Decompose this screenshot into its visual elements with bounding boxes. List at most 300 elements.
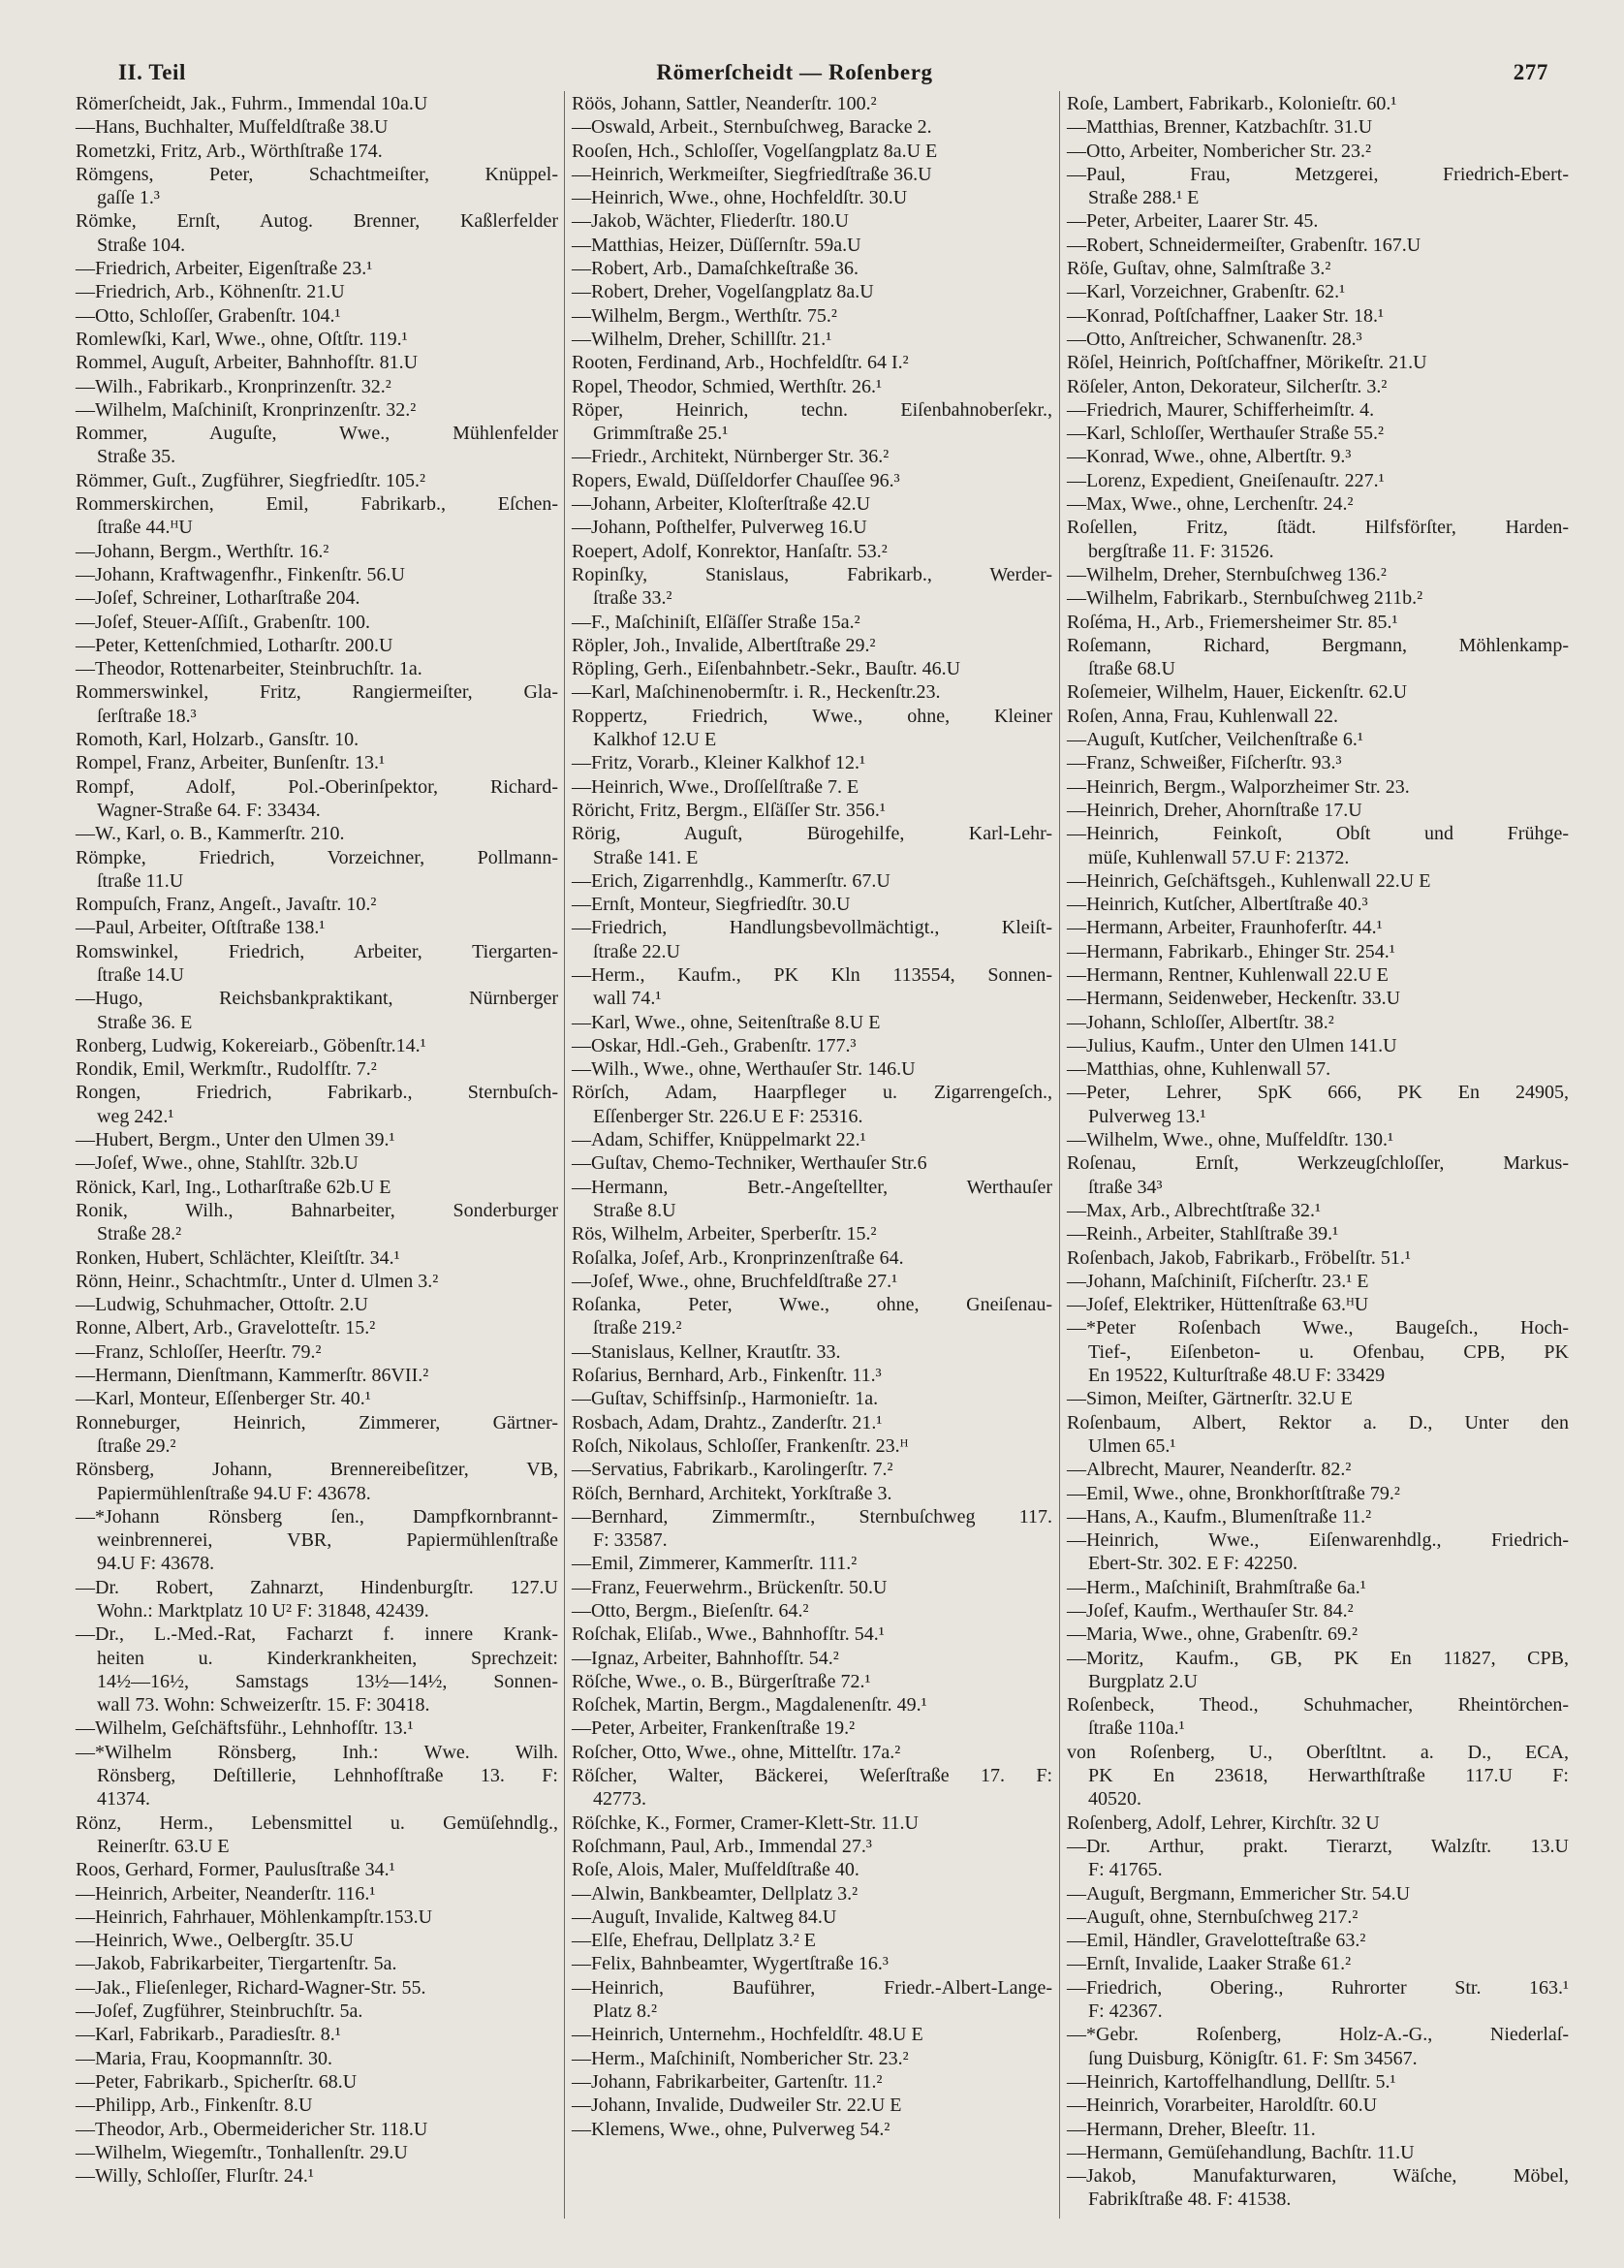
entry-continuation-line: weg 242.¹ bbox=[97, 1105, 174, 1127]
entry-line: —Klemens, Wwe., ohne, Pulverweg 54.² bbox=[572, 2118, 890, 2140]
entry-continuation-line: ſtraße 33.² bbox=[593, 587, 672, 610]
entry-line: —Wilh., Fabrikarb., Kronprinzenſtr. 32.² bbox=[76, 375, 391, 397]
entry-line: —Hermann, Dreher, Bleeſtr. 11. bbox=[1067, 2118, 1316, 2140]
running-head: Römerſcheidt — Roſenberg bbox=[656, 60, 933, 84]
directory-entry bbox=[1067, 634, 1569, 681]
entry-line: Roſen, Anna, Frau, Kuhlenwall 22. bbox=[1067, 705, 1338, 727]
directory-entry bbox=[76, 492, 558, 540]
directory-entry bbox=[572, 1482, 1052, 1505]
directory-entry bbox=[1067, 1741, 1569, 1811]
entry-line: —Erich, Zigarrenhdlg., Kammerſtr. 67.U bbox=[572, 869, 890, 892]
entry-line: —Wilhelm, Bergm., Werthſtr. 75.² bbox=[572, 304, 837, 327]
entry-continuation-line: ſtraße 11.U bbox=[97, 869, 184, 892]
directory-entry bbox=[572, 1647, 1052, 1670]
entry-line: —Paul, Arbeiter, Oſtſtraße 138.¹ bbox=[76, 917, 326, 939]
directory-entry bbox=[76, 351, 558, 374]
directory-entry bbox=[1067, 115, 1569, 139]
directory-entry bbox=[572, 775, 1052, 799]
entry-line: —Otto, Anſtreicher, Schwanenſtr. 28.³ bbox=[1067, 328, 1362, 350]
entry-line: Römmer, Guſt., Zugführer, Siegfriedſtr. 105.² bbox=[76, 469, 425, 491]
entry-line: —Joſef, Wwe., ohne, Bruchfeldſtraße 27.¹ bbox=[572, 1270, 898, 1292]
entry-continuation-line: ſtraße 68.U bbox=[1088, 658, 1175, 680]
directory-entry bbox=[1067, 375, 1569, 398]
entry-line: Rompel, Franz, Arbeiter, Bunſenſtr. 13.¹ bbox=[76, 752, 386, 774]
entry-line: —Herm., Kaufm., PK Kln 113554, Sonnen- bbox=[572, 963, 1052, 986]
directory-entry bbox=[76, 1717, 558, 1740]
directory-entry bbox=[76, 846, 558, 894]
directory-entry bbox=[1067, 563, 1569, 586]
directory-entry bbox=[1067, 1647, 1569, 1694]
directory-entry bbox=[572, 115, 1052, 139]
directory-entry bbox=[572, 1693, 1052, 1717]
directory-entry bbox=[76, 1057, 558, 1081]
entry-line: —W., Karl, o. B., Kammerſtr. 210. bbox=[76, 823, 345, 845]
directory-entry bbox=[572, 1128, 1052, 1151]
entry-line: Rompuſch, Franz, Angeſt., Javaſtr. 10.² bbox=[76, 894, 377, 916]
entry-continuation-line: Reinerſtr. 63.U E bbox=[97, 1835, 230, 1857]
entry-line: Rooſen, Hch., Schloſſer, Vogelſangplatz 8a.U E bbox=[572, 140, 938, 162]
directory-entry bbox=[1067, 1270, 1569, 1293]
entry-continuation-line: F: 42367. bbox=[1088, 2000, 1163, 2023]
directory-entry bbox=[76, 1929, 558, 1952]
directory-entry bbox=[572, 1505, 1052, 1553]
directory-entry bbox=[1067, 1952, 1569, 1975]
directory-entry bbox=[572, 280, 1052, 303]
directory-entry bbox=[76, 1952, 558, 1975]
directory-entry bbox=[76, 2000, 558, 2023]
entry-line: —Wilhelm, Geſchäftsführ., Lehnhofſtr. 13.¹ bbox=[76, 1717, 414, 1740]
entry-line: Roſenbeck, Theod., Schuhmacher, Rheintörchen- bbox=[1067, 1694, 1569, 1717]
entry-line: —Joſef, Schreiner, Lotharſtraße 204. bbox=[76, 587, 360, 610]
directory-entry bbox=[1067, 398, 1569, 422]
entry-line: —Hermann, Dienſtmann, Kammerſtr. 86VII.² bbox=[76, 1365, 429, 1387]
directory-entry bbox=[76, 1858, 558, 1881]
directory-entry bbox=[1067, 328, 1569, 351]
entry-line: Rommer, Auguſte, Wwe., Mühlenfelder bbox=[76, 423, 558, 445]
directory-entry bbox=[1067, 680, 1569, 704]
directory-entry bbox=[572, 1552, 1052, 1575]
entry-line: —Franz, Feuerwehrm., Brückenſtr. 50.U bbox=[572, 1576, 888, 1598]
entry-line: —Jak., Flieſenleger, Richard-Wagner-Str. 55. bbox=[76, 1976, 426, 1999]
entry-continuation-line: PK En 23618, Herwarthſtraße 117.U F: bbox=[1088, 1765, 1569, 1787]
entry-line: Rosbach, Adam, Drahtz., Zanderſtr. 21.¹ bbox=[572, 1411, 883, 1433]
entry-line: Rönn, Heinr., Schachtmſtr., Unter d. Ulmen 3.² bbox=[76, 1270, 439, 1292]
entry-line: —Robert, Dreher, Vogelſangplatz 8a.U bbox=[572, 281, 874, 303]
directory-entry bbox=[1067, 280, 1569, 303]
entry-line: —Friedr., Architekt, Nürnberger Str. 36.² bbox=[572, 446, 890, 468]
directory-entry bbox=[76, 1364, 558, 1387]
entry-continuation-line: Platz 8.² bbox=[593, 2000, 657, 2023]
directory-entry bbox=[572, 1176, 1052, 1223]
entry-line: —Karl, Maſchinenobermſtr. i. R., Heckenſtr.23. bbox=[572, 681, 941, 704]
directory-entry bbox=[1067, 940, 1569, 963]
entry-line: —Guſtav, Chemo-Techniker, Werthauſer Str.6 bbox=[572, 1152, 927, 1175]
entry-continuation-line: 94.U F: 43678. bbox=[97, 1553, 215, 1575]
directory-entry bbox=[572, 351, 1052, 374]
directory-entry bbox=[1067, 1293, 1569, 1316]
entry-line: Röſcher, Walter, Bäckerei, Weſerſtraße 17. F: bbox=[572, 1765, 1052, 1787]
entry-line: —Heinrich, Fahrhauer, Möhlenkampſtr.153.U bbox=[76, 1906, 433, 1928]
directory-entry bbox=[572, 186, 1052, 209]
directory-entry bbox=[1067, 1458, 1569, 1481]
entry-line: Roepert, Adolf, Konrektor, Hanſaſtr. 53.² bbox=[572, 540, 888, 562]
entry-line: —Johann, Fabrikarbeiter, Gartenſtr. 11.² bbox=[572, 2070, 883, 2093]
entry-continuation-line: Ebert-Str. 302. E F: 42250. bbox=[1088, 1553, 1298, 1575]
entry-line: Rös, Wilhelm, Arbeiter, Sperberſtr. 15.² bbox=[572, 1223, 877, 1245]
entry-line: —Herm., Maſchiniſt, Nombericher Str. 23.² bbox=[572, 2047, 909, 2069]
directory-entry bbox=[1067, 469, 1569, 492]
entry-line: Roppertz, Friedrich, Wwe., ohne, Kleiner bbox=[572, 705, 1052, 727]
entry-line: —Peter, Arbeiter, Frankenſtraße 19.² bbox=[572, 1717, 856, 1740]
entry-continuation-line: weinbrennerei, VBR, Papiermühlenſtraße bbox=[97, 1529, 558, 1552]
entry-continuation-line: 14½—16½, Samstags 13½—14½, Sonnen- bbox=[97, 1670, 558, 1692]
entry-line: —Dr. Robert, Zahnarzt, Hindenburgſtr. 127.U bbox=[76, 1576, 558, 1598]
directory-entry bbox=[572, 234, 1052, 257]
entry-line: —Julius, Kaufm., Unter den Ulmen 141.U bbox=[1067, 1034, 1397, 1056]
directory-entry bbox=[76, 1741, 558, 1811]
directory-entry bbox=[572, 1599, 1052, 1622]
directory-entry bbox=[572, 304, 1052, 328]
entry-line: —Lorenz, Expedient, Gneiſenauſtr. 227.¹ bbox=[1067, 469, 1385, 491]
directory-entry bbox=[1067, 1316, 1569, 1387]
directory-column-2 bbox=[572, 92, 1052, 2141]
entry-line: —Heinrich, Geſchäftsgeh., Kuhlenwall 22.U E bbox=[1067, 869, 1431, 892]
directory-entry bbox=[76, 1293, 558, 1316]
entry-line: —Friedrich, Maurer, Schifferheimſtr. 4. bbox=[1067, 398, 1375, 421]
entry-line: —Paul, Frau, Metzgerei, Friedrich-Ebert- bbox=[1067, 163, 1569, 185]
directory-entry bbox=[572, 92, 1052, 115]
entry-line: —Felix, Bahnbeamter, Wygertſtraße 16.³ bbox=[572, 1953, 889, 1975]
entry-continuation-line: F: 41765. bbox=[1088, 1859, 1163, 1881]
directory-entry bbox=[572, 1387, 1052, 1410]
entry-line: Roſe, Alois, Maler, Muſfeldſtraße 40. bbox=[572, 1859, 859, 1881]
directory-entry bbox=[572, 163, 1052, 186]
directory-entry bbox=[76, 1811, 558, 1859]
directory-entry bbox=[1067, 893, 1569, 916]
directory-entry bbox=[572, 1151, 1052, 1175]
directory-entry bbox=[572, 1717, 1052, 1740]
directory-entry bbox=[1067, 586, 1569, 610]
entry-line: Romlewſki, Karl, Wwe., ohne, Oſtſtr. 119.¹ bbox=[76, 328, 408, 350]
entry-line: Röſe, Guſtav, ohne, Salmſtraße 3.² bbox=[1067, 258, 1331, 280]
directory-entry bbox=[1067, 445, 1569, 468]
entry-line: —Konrad, Wwe., ohne, Albertſtr. 9.³ bbox=[1067, 446, 1352, 468]
entry-line: —Karl, Monteur, Eſſenberger Str. 40.¹ bbox=[76, 1388, 371, 1410]
directory-entry bbox=[1067, 209, 1569, 233]
entry-continuation-line: Eſſenberger Str. 226.U E F: 25316. bbox=[593, 1105, 863, 1127]
entry-continuation-line: Wohn.: Marktplatz 10 U² F: 31848, 42439. bbox=[97, 1600, 429, 1622]
entry-line: Roſellen, Fritz, ſtädt. Hilfsförſter, Harden- bbox=[1067, 517, 1569, 539]
directory-entry bbox=[1067, 2023, 1569, 2070]
entry-line: —Heinrich, Werkmeiſter, Siegfriedſtraße 36.U bbox=[572, 163, 932, 185]
directory-entry bbox=[572, 1034, 1052, 1057]
directory-entry bbox=[572, 963, 1052, 1011]
directory-entry bbox=[572, 1081, 1052, 1128]
directory-entry bbox=[76, 2070, 558, 2094]
directory-entry bbox=[76, 280, 558, 303]
directory-entry bbox=[76, 1199, 558, 1246]
entry-line: —Wilhelm, Maſchiniſt, Kronprinzenſtr. 32.² bbox=[76, 398, 417, 421]
entry-line: —*Gebr. Roſenberg, Holz-A.-G., Niederlaſ- bbox=[1067, 2024, 1569, 2046]
directory-entry bbox=[76, 469, 558, 492]
directory-entry bbox=[76, 422, 558, 469]
entry-continuation-line: ſtraße 29.² bbox=[97, 1434, 176, 1457]
entry-continuation-line: Papiermühlenſtraße 94.U F: 43678. bbox=[97, 1482, 371, 1504]
entry-line: Ropel, Theodor, Schmied, Werthſtr. 26.¹ bbox=[572, 375, 883, 397]
entry-line: —Matthias, ohne, Kuhlenwall 57. bbox=[1067, 1058, 1331, 1081]
directory-entry bbox=[76, 751, 558, 774]
entry-line: —Ignaz, Arbeiter, Bahnhofſtr. 54.² bbox=[572, 1647, 839, 1669]
entry-line: Rompf, Adolf, Pol.-Oberinſpektor, Richard- bbox=[76, 775, 558, 798]
directory-entry bbox=[1067, 140, 1569, 163]
entry-line: —Konrad, Poſtſchaffner, Laaker Str. 18.¹ bbox=[1067, 304, 1384, 327]
directory-entry bbox=[572, 916, 1052, 963]
directory-entry bbox=[572, 2094, 1052, 2117]
directory-entry bbox=[76, 893, 558, 916]
entry-line: Rörig, Auguſt, Bürogehilfe, Karl-Lehr- bbox=[572, 823, 1052, 845]
directory-entry bbox=[76, 728, 558, 751]
directory-entry bbox=[1067, 1906, 1569, 1929]
directory-entry bbox=[572, 705, 1052, 752]
entry-line: —Simon, Meiſter, Gärtnerſtr. 32.U E bbox=[1067, 1388, 1353, 1410]
entry-continuation-line: En 19522, Kulturſtraße 48.U F: 33429 bbox=[1088, 1365, 1386, 1387]
entry-continuation-line: Wagner-Straße 64. F: 33434. bbox=[97, 799, 321, 821]
entry-line: —Oskar, Hdl.-Geh., Grabenſtr. 177.³ bbox=[572, 1034, 857, 1056]
entry-line: —Heinrich, Wwe., Droſſelſtraße 7. E bbox=[572, 775, 859, 798]
directory-entry bbox=[76, 634, 558, 657]
entry-line: —Joſef, Steuer-Aſſiſt., Grabenſtr. 100. bbox=[76, 611, 370, 633]
directory-entry bbox=[1067, 2070, 1569, 2094]
entry-line: Röpler, Joh., Invalide, Albertſtraße 29.² bbox=[572, 634, 876, 656]
entry-line: Römpke, Friedrich, Vorzeichner, Pollmann- bbox=[76, 846, 558, 868]
entry-line: —Auguſt, Invalide, Kaltweg 84.U bbox=[572, 1906, 837, 1928]
directory-entry bbox=[76, 987, 558, 1034]
entry-line: —Emil, Zimmerer, Kammerſtr. 111.² bbox=[572, 1553, 858, 1575]
directory-entry bbox=[572, 822, 1052, 869]
directory-entry bbox=[1067, 1693, 1569, 1741]
entry-line: Rongen, Friedrich, Fabrikarb., Sternbuſch- bbox=[76, 1082, 558, 1104]
entry-line: —Peter, Fabrikarb., Spicherſtr. 68.U bbox=[76, 2070, 358, 2093]
entry-continuation-line: Straße 36. E bbox=[97, 1011, 193, 1033]
directory-entry bbox=[76, 2023, 558, 2046]
entry-line: —Johann, Bergm., Werthſtr. 16.² bbox=[76, 540, 329, 562]
directory-entry bbox=[1067, 163, 1569, 210]
directory-entry bbox=[572, 1906, 1052, 1929]
directory-entry bbox=[572, 540, 1052, 563]
entry-line: Roſenberg, Adolf, Lehrer, Kirchſtr. 32 U bbox=[1067, 1811, 1380, 1834]
entry-line: —Maria, Frau, Koopmannſtr. 30. bbox=[76, 2047, 332, 2069]
directory-entry bbox=[76, 1458, 558, 1505]
entry-line: —Hermann, Arbeiter, Fraunhoferſtr. 44.¹ bbox=[1067, 917, 1383, 939]
section-label: II. Teil bbox=[118, 60, 187, 84]
entry-line: —Robert, Arb., Damaſchkeſtraße 36. bbox=[572, 258, 859, 280]
directory-entry bbox=[572, 1411, 1052, 1434]
directory-entry bbox=[572, 1340, 1052, 1364]
directory-entry bbox=[76, 1034, 558, 1057]
directory-entry bbox=[76, 680, 558, 728]
entry-line: —Ludwig, Schuhmacher, Ottoſtr. 2.U bbox=[76, 1294, 368, 1316]
entry-line: —Heinrich, Wwe., Eiſenwarenhdlg., Friedrich- bbox=[1067, 1529, 1569, 1552]
entry-line: Röſchke, K., Former, Cramer-Klett-Str. 11.U bbox=[572, 1811, 919, 1834]
entry-line: —Johann, Arbeiter, Kloſterſtraße 42.U bbox=[572, 493, 871, 516]
directory-entry bbox=[1067, 516, 1569, 563]
directory-entry bbox=[572, 751, 1052, 774]
entry-line: —*Peter Roſenbach Wwe., Baugeſch., Hoch- bbox=[1067, 1317, 1569, 1339]
entry-line: Röſel, Heinrich, Poſtſchaffner, Mörikeſtr. 21.U bbox=[1067, 352, 1427, 374]
entry-line: —Wilhelm, Dreher, Sternbuſchweg 136.² bbox=[1067, 563, 1387, 585]
directory-entry bbox=[1067, 2118, 1569, 2141]
entry-line: Röſeler, Anton, Dekorateur, Silcherſtr. 3.² bbox=[1067, 375, 1388, 397]
entry-line: Ronberg, Ludwig, Kokereiarb., Göbenſtr.14.¹ bbox=[76, 1034, 426, 1056]
entry-line: Rörſch, Adam, Haarpfleger u. Zigarrengeſch., bbox=[572, 1082, 1052, 1104]
directory-entry bbox=[76, 328, 558, 351]
entry-line: —Philipp, Arb., Finkenſtr. 8.U bbox=[76, 2095, 313, 2117]
directory-entry bbox=[76, 115, 558, 139]
entry-line: —Johann, Schloſſer, Albertſtr. 38.² bbox=[1067, 1011, 1334, 1033]
entry-line: —Heinrich, Bauführer, Friedr.-Albert-Lange- bbox=[572, 1976, 1052, 1999]
directory-entry bbox=[76, 1576, 558, 1623]
entry-line: Römgens, Peter, Schachtmeiſter, Knüppel- bbox=[76, 163, 558, 185]
directory-entry bbox=[76, 540, 558, 563]
directory-entry bbox=[572, 2023, 1052, 2046]
directory-entry bbox=[1067, 1835, 1569, 1882]
entry-continuation-line: ſtraße 219.² bbox=[593, 1317, 682, 1339]
entry-line: —Karl, Schloſſer, Werthauſer Straße 55.² bbox=[1067, 423, 1385, 445]
directory-entry bbox=[76, 916, 558, 939]
entry-line: —Jakob, Manufakturwaren, Wäſche, Möbel, bbox=[1067, 2165, 1569, 2188]
entry-line: —Hermann, Fabrikarb., Ehinger Str. 254.¹ bbox=[1067, 940, 1395, 962]
directory-entry bbox=[76, 2047, 558, 2070]
directory-entry bbox=[76, 657, 558, 680]
directory-entry bbox=[76, 1176, 558, 1199]
entry-line: Roſcher, Otto, Wwe., ohne, Mittelſtr. 17a.² bbox=[572, 1741, 901, 1763]
directory-entry bbox=[572, 1246, 1052, 1270]
entry-line: —Herm., Maſchiniſt, Brahmſtraße 6a.¹ bbox=[1067, 1576, 1366, 1598]
entry-line: —Ernſt, Invalide, Laaker Straße 61.² bbox=[1067, 1953, 1352, 1975]
directory-entry bbox=[76, 1882, 558, 1906]
entry-line: —Karl, Fabrikarb., Paradiesſtr. 8.¹ bbox=[76, 2024, 341, 2046]
directory-entry bbox=[572, 1835, 1052, 1858]
directory-entry bbox=[1067, 234, 1569, 257]
directory-entry bbox=[572, 328, 1052, 351]
directory-entry bbox=[76, 2141, 558, 2164]
entry-line: —Hans, A., Kaufm., Blumenſtraße 11.² bbox=[1067, 1505, 1372, 1528]
directory-entry bbox=[572, 2070, 1052, 2094]
directory-entry bbox=[572, 1764, 1052, 1811]
entry-line: Röricht, Fritz, Bergm., Elſäſſer Str. 356.¹ bbox=[572, 799, 886, 821]
entry-line: —Heinrich, Dreher, Ahornſtraße 17.U bbox=[1067, 799, 1362, 821]
entry-line: —Wilhelm, Dreher, Schillſtr. 21.¹ bbox=[572, 328, 832, 350]
directory-entry bbox=[1067, 1976, 1569, 2024]
directory-entry bbox=[572, 1293, 1052, 1340]
directory-entry bbox=[572, 209, 1052, 233]
entry-continuation-line: Straße 35. bbox=[97, 446, 176, 468]
directory-entry bbox=[1067, 1528, 1569, 1576]
entry-line: —Heinrich, Vorarbeiter, Haroldſtr. 60.U bbox=[1067, 2095, 1378, 2117]
directory-entry bbox=[1067, 1057, 1569, 1081]
directory-entry bbox=[572, 375, 1052, 398]
entry-line: Roſenbaum, Albert, Rektor a. D., Unter den bbox=[1067, 1411, 1569, 1433]
entry-line: —Oswald, Arbeit., Sternbuſchweg, Baracke 2. bbox=[572, 116, 932, 139]
directory-entry bbox=[1067, 728, 1569, 751]
directory-entry bbox=[1067, 1222, 1569, 1245]
directory-entry bbox=[572, 1929, 1052, 1952]
entry-continuation-line: ſtraße 44.ᴴU bbox=[97, 517, 193, 539]
entry-line: —Max, Wwe., ohne, Lerchenſtr. 24.² bbox=[1067, 493, 1354, 516]
entry-line: Roſe, Lambert, Fabrikarb., Kolonieſtr. 60.¹ bbox=[1067, 93, 1397, 114]
entry-line: Röper, Heinrich, techn. Eiſenbahnoberſekr., bbox=[572, 398, 1052, 421]
entry-line: —Wilh., Wwe., ohne, Werthauſer Str. 146.U bbox=[572, 1058, 916, 1081]
directory-entry bbox=[572, 1434, 1052, 1458]
directory-entry bbox=[76, 2118, 558, 2141]
column-divider bbox=[564, 91, 565, 2219]
directory-entry bbox=[1067, 775, 1569, 799]
entry-line: —Alwin, Bankbeamter, Dellplatz 3.² bbox=[572, 1882, 859, 1905]
entry-line: —Joſef, Kaufm., Werthauſer Str. 84.² bbox=[1067, 1600, 1354, 1622]
directory-entry bbox=[572, 799, 1052, 822]
directory-entry bbox=[572, 2047, 1052, 2070]
directory-entry bbox=[572, 1811, 1052, 1835]
entry-continuation-line: ſtraße 110a.¹ bbox=[1088, 1717, 1185, 1740]
directory-entry bbox=[572, 1670, 1052, 1693]
directory-entry bbox=[572, 1976, 1052, 2024]
entry-line: Roſenau, Ernſt, Werkzeugſchloſſer, Markus- bbox=[1067, 1152, 1569, 1175]
entry-line: Ropinſky, Stanislaus, Fabrikarb., Werder- bbox=[572, 563, 1052, 585]
entry-line: Rometzki, Fritz, Arb., Wörthſtraße 174. bbox=[76, 140, 383, 162]
entry-continuation-line: heiten u. Kinderkrankheiten, Sprechzeit: bbox=[97, 1647, 558, 1669]
directory-entry bbox=[572, 1270, 1052, 1293]
entry-line: Rönsberg, Johann, Brennereibeſitzer, VB, bbox=[76, 1459, 558, 1481]
directory-entry bbox=[1067, 1929, 1569, 1952]
entry-line: Rönz, Herm., Lebensmittel u. Gemüſehndlg., bbox=[76, 1811, 558, 1834]
entry-line: —Jakob, Fabrikarbeiter, Tiergartenſtr. 5a. bbox=[76, 1953, 397, 1975]
directory-entry bbox=[572, 1458, 1052, 1481]
directory-entry bbox=[1067, 987, 1569, 1010]
entry-line: —Wilhelm, Wwe., ohne, Muſfeldſtr. 130.¹ bbox=[1067, 1129, 1393, 1151]
directory-entry bbox=[572, 869, 1052, 893]
entry-line: —Karl, Vorzeichner, Grabenſtr. 62.¹ bbox=[1067, 281, 1346, 303]
entry-line: —Heinrich, Wwe., ohne, Hochfeldſtr. 30.U bbox=[572, 187, 908, 209]
directory-entry bbox=[76, 1387, 558, 1410]
directory-entry bbox=[76, 1270, 558, 1293]
entry-line: Röpling, Gerh., Eiſenbahnbetr.-Sekr., Bauſtr. 46.U bbox=[572, 658, 961, 680]
directory-entry bbox=[572, 657, 1052, 680]
entry-line: Roſéma, H., Arb., Friemersheimer Str. 85.¹ bbox=[1067, 611, 1398, 633]
entry-line: —Franz, Schloſſer, Heerſtr. 79.² bbox=[76, 1340, 322, 1363]
entry-line: —Johann, Maſchiniſt, Fiſcherſtr. 23.¹ E bbox=[1067, 1270, 1369, 1292]
directory-entry bbox=[76, 1128, 558, 1151]
directory-entry bbox=[76, 1505, 558, 1576]
entry-line: Rönick, Karl, Ing., Lotharſtraße 62b.U E bbox=[76, 1176, 391, 1198]
directory-entry bbox=[1067, 2094, 1569, 2117]
directory-entry bbox=[1067, 799, 1569, 822]
directory-entry bbox=[572, 1622, 1052, 1646]
directory-entry bbox=[1067, 1246, 1569, 1270]
directory-entry bbox=[572, 445, 1052, 468]
entry-line: —Peter, Arbeiter, Laarer Str. 45. bbox=[1067, 210, 1319, 233]
entry-line: —Adam, Schiffer, Knüppelmarkt 22.¹ bbox=[572, 1129, 866, 1151]
directory-entry bbox=[76, 563, 558, 586]
entry-line: —Johann, Kraftwagenfhr., Finkenſtr. 56.U bbox=[76, 563, 405, 585]
directory-entry bbox=[76, 375, 558, 398]
entry-line: —Peter, Kettenſchmied, Lotharſtr. 200.U bbox=[76, 634, 393, 656]
directory-entry bbox=[572, 140, 1052, 163]
entry-line: —Hermann, Betr.-Angeſtellter, Werthauſer bbox=[572, 1176, 1052, 1198]
entry-continuation-line: Straße 288.¹ E bbox=[1088, 187, 1200, 209]
entry-line: —Friedrich, Arbeiter, Eigenſtraße 23.¹ bbox=[76, 258, 373, 280]
entry-line: Römke, Ernſt, Autog. Brenner, Kaßlerfelder bbox=[76, 210, 558, 233]
entry-line: Rommerskirchen, Emil, Fabrikarb., Eſchen- bbox=[76, 493, 558, 516]
